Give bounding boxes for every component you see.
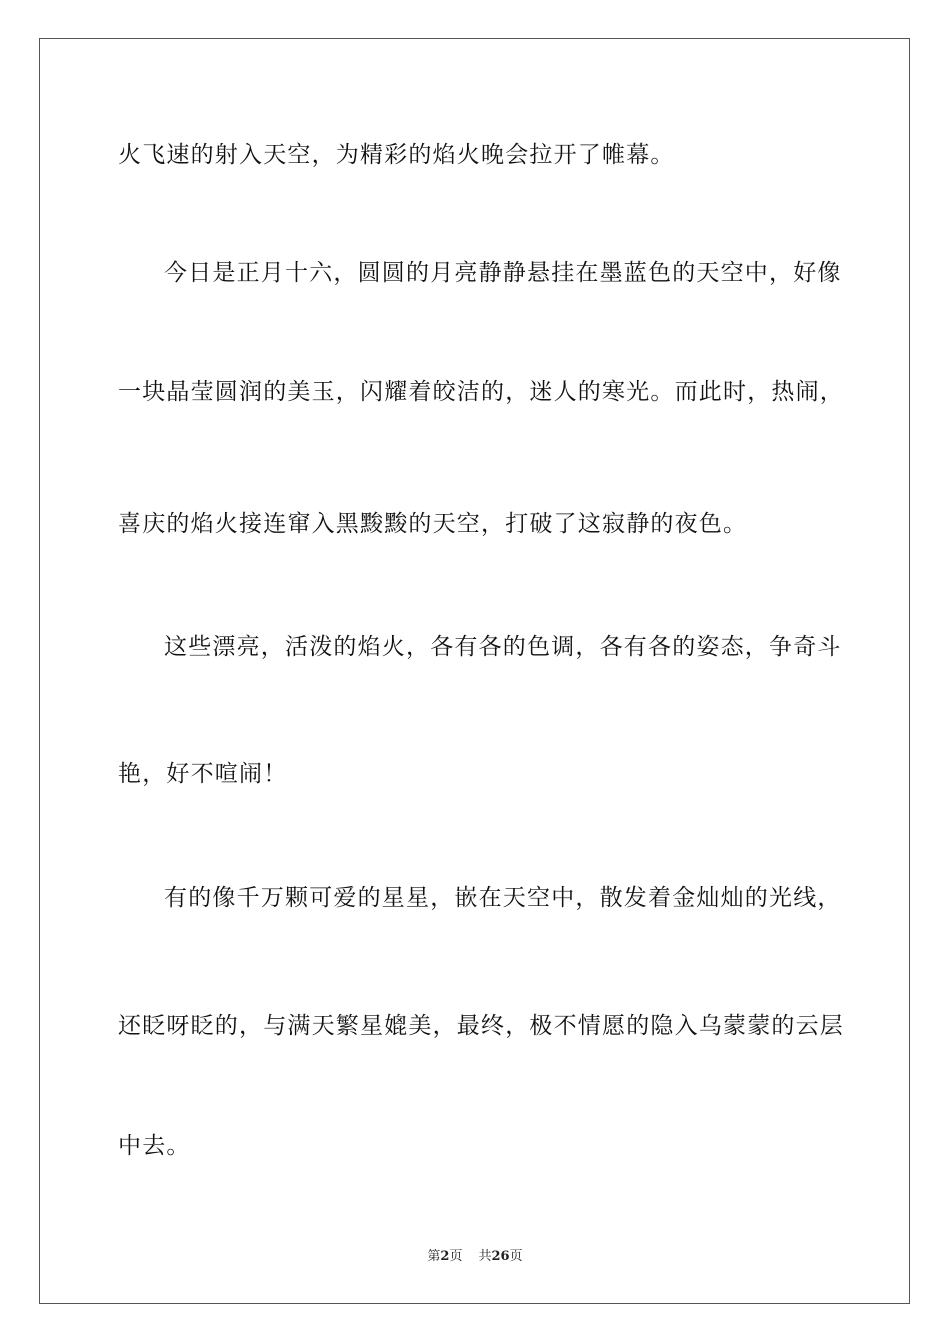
text-line-4: 喜庆的焰火接连窜入黑黢黢的天空，打破了这寂静的夜色。: [118, 511, 748, 537]
text-line-2: 今日是正月十六，圆圆的月亮静静悬挂在墨蓝色的天空中，好像: [164, 260, 842, 286]
text-line-5: 这些漂亮，活泼的焰火，各有各的色调，各有各的姿态，争奇斗: [164, 634, 842, 660]
text-line-3: 一块晶莹圆润的美玉，闪耀着皎洁的，迷人的寒光。而此时，热闹，: [118, 379, 844, 405]
text-line-7: 有的像千万颗可爱的星星，嵌在天空中，散发着金灿灿的光线，: [164, 885, 842, 911]
total-suffix: 页: [509, 1249, 523, 1264]
page-footer: [0, 1248, 950, 1266]
text-line-8: 还眨呀眨的，与满天繁星媲美，最终，极不情愿的隐入乌蒙蒙的云层: [118, 1013, 844, 1039]
page-border: [39, 38, 910, 1304]
total-pages: 26: [491, 1249, 510, 1264]
page-prefix: 第: [427, 1249, 441, 1264]
text-line-9: 中去。: [118, 1133, 191, 1159]
total-prefix: 共: [478, 1249, 492, 1264]
text-line-1: 火飞速的射入天空，为精彩的焰火晚会拉开了帷幕。: [118, 142, 675, 168]
page-number: 2: [440, 1249, 450, 1264]
text-line-6: 艳，好不喧闹！: [118, 761, 288, 787]
page-suffix: 页: [449, 1249, 463, 1264]
